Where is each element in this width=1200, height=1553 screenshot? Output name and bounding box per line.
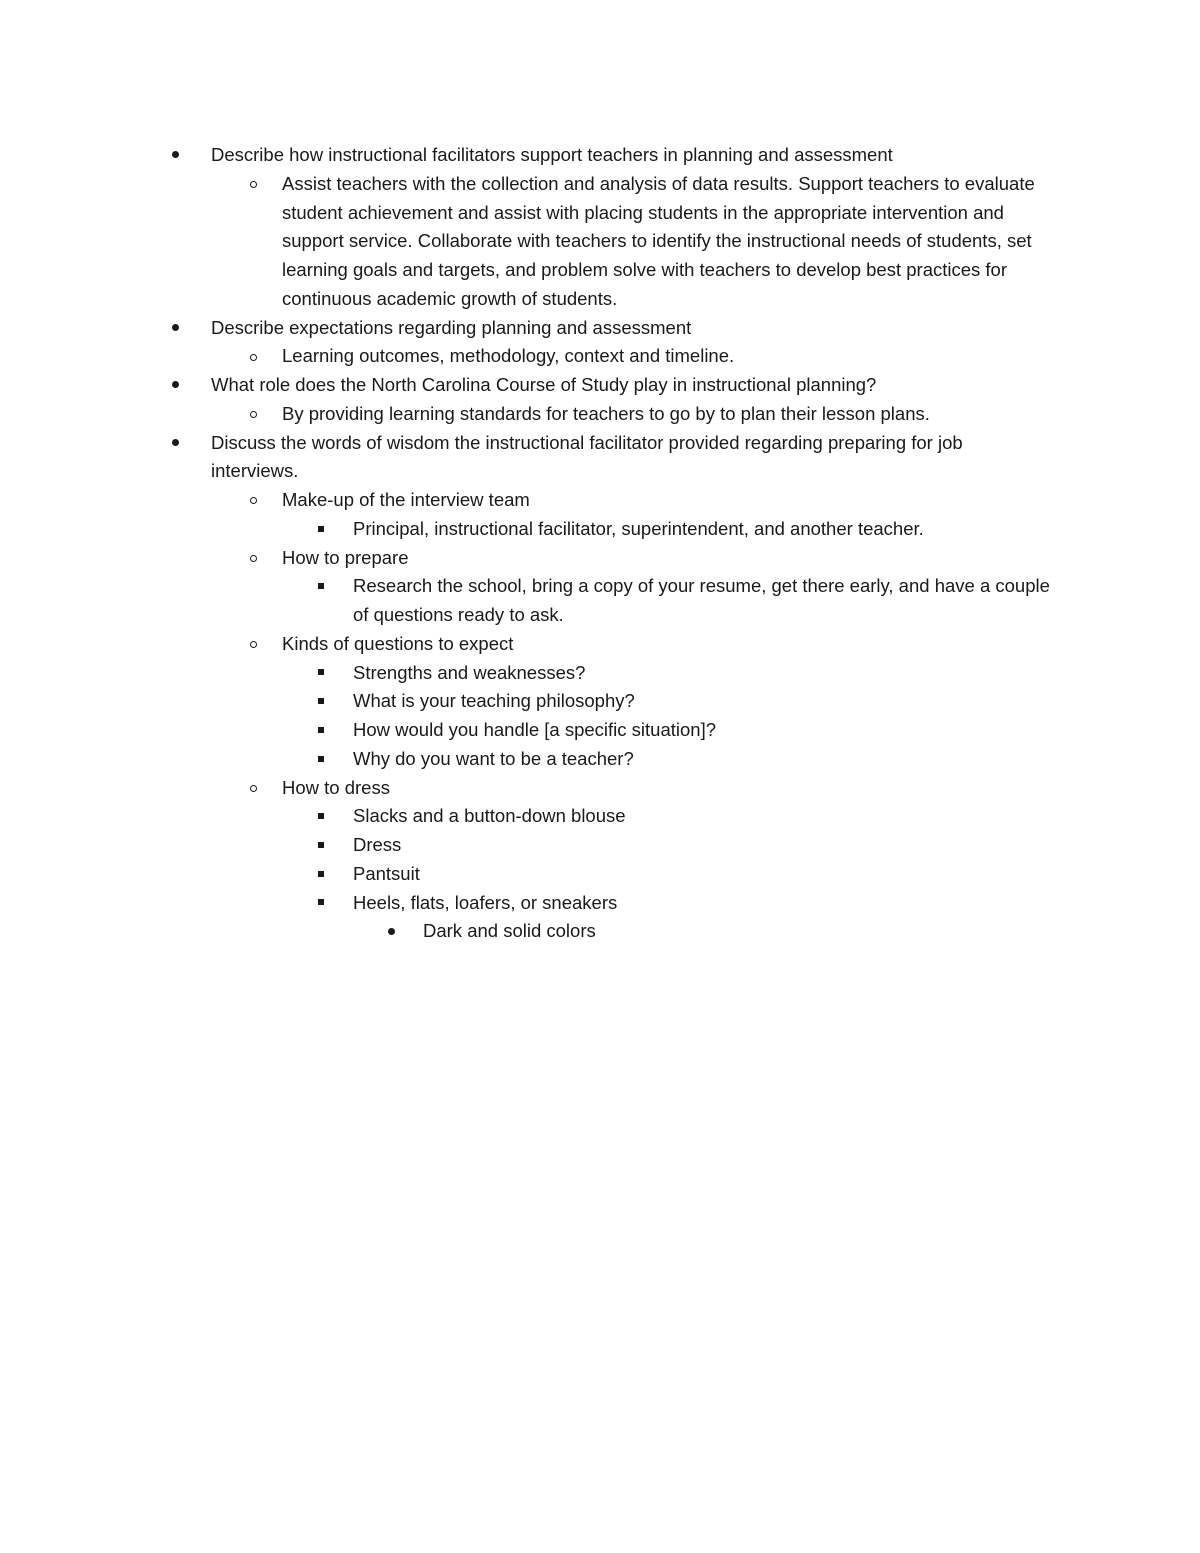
filled-circle-bullet-icon: [172, 429, 179, 458]
list-item: [0, 342, 1050, 371]
list-item-text: Assist teachers with the collection and analysis of data results. Support teachers to evaluate student achievement and assist with placing students in the appropriate intervention and support service. Collaborate with teachers to identify the instructional needs of students, set learning goals and targets, and problem solve with teachers to develop best practices for continuous academic growth of students.: [282, 172, 1035, 309]
list-item-text: How would you handle [a specific situation]?: [353, 719, 717, 740]
list-item-text: How to prepare: [282, 546, 409, 568]
list-item-text: How to dress: [282, 776, 390, 798]
list-item: [0, 141, 1051, 170]
hollow-circle-bullet-icon: [250, 774, 257, 803]
list-item-text: Describe expectations regarding planning and assessment: [211, 316, 692, 338]
hollow-circle-bullet-icon: [250, 170, 257, 199]
square-bullet-icon: [318, 515, 324, 544]
list-item: [0, 659, 1050, 688]
list-item-text: Kinds of questions to expect: [282, 632, 514, 654]
list-item-text: Learning outcomes, methodology, context and timeline.: [282, 345, 735, 367]
list-item: [0, 544, 1050, 573]
square-bullet-icon: [318, 745, 324, 774]
list-item: [0, 630, 1050, 659]
list-item: [0, 716, 1050, 745]
list-item-text: What role does the North Carolina Course of Study play in instructional planning?: [211, 374, 877, 395]
square-bullet-icon: [318, 687, 324, 716]
list-item-text: Describe how instructional facilitators support teachers in planning and assessment: [211, 144, 893, 165]
filled-circle-bullet-icon: [388, 917, 395, 946]
list-item-text: Research the school, bring a copy of your resume, get there early, and have a couple of questions ready to ask.: [353, 575, 1050, 625]
list-item: [0, 314, 1051, 343]
hollow-circle-bullet-icon: [250, 400, 257, 429]
hollow-circle-bullet-icon: [250, 630, 257, 659]
list-item: [0, 860, 1050, 889]
list-item-text: Dress: [353, 834, 402, 855]
list-item: [0, 486, 1050, 515]
list-item: [0, 831, 1050, 860]
list-item-text: Strengths and weaknesses?: [353, 661, 586, 683]
list-item-text: Principal, instructional facilitator, superintendent, and another teacher.: [353, 517, 924, 539]
square-bullet-icon: [318, 831, 324, 860]
list-item: [0, 400, 1050, 429]
square-bullet-icon: [318, 659, 324, 688]
list-item: [0, 745, 1050, 774]
list-item: [0, 515, 1050, 544]
square-bullet-icon: [318, 860, 324, 889]
list-item: [0, 429, 1051, 487]
filled-circle-bullet-icon: [172, 314, 179, 343]
list-item-text: By providing learning standards for teachers to go by to plan their lesson plans.: [282, 402, 930, 424]
square-bullet-icon: [318, 802, 324, 831]
list-item-text: Heels, flats, loafers, or sneakers: [353, 891, 618, 913]
square-bullet-icon: [318, 889, 324, 918]
hollow-circle-bullet-icon: [250, 342, 257, 371]
filled-circle-bullet-icon: [172, 371, 179, 400]
list-item-text: What is your teaching philosophy?: [353, 690, 635, 712]
list-item-text: Discuss the words of wisdom the instructional facilitator provided regarding preparing for job interviews.: [211, 431, 963, 482]
list-item: [0, 170, 1050, 314]
list-item: [0, 687, 1050, 716]
filled-circle-bullet-icon: [172, 141, 179, 170]
list-item: [0, 774, 1050, 803]
list-item: [0, 802, 1050, 831]
list-item: [0, 889, 1050, 918]
list-item-text: Why do you want to be a teacher?: [353, 747, 634, 769]
bulleted-list: [0, 141, 1200, 946]
list-item: [0, 371, 1051, 400]
list-item-text: Pantsuit: [353, 862, 420, 884]
list-item: [0, 572, 1050, 630]
list-item: [0, 917, 1050, 946]
hollow-circle-bullet-icon: [250, 486, 257, 515]
hollow-circle-bullet-icon: [250, 544, 257, 573]
list-item-text: Dark and solid colors: [423, 920, 596, 942]
square-bullet-icon: [318, 716, 324, 745]
list-item-text: Slacks and a button-down blouse: [353, 805, 626, 827]
square-bullet-icon: [318, 572, 324, 601]
list-item-text: Make-up of the interview team: [282, 489, 530, 510]
